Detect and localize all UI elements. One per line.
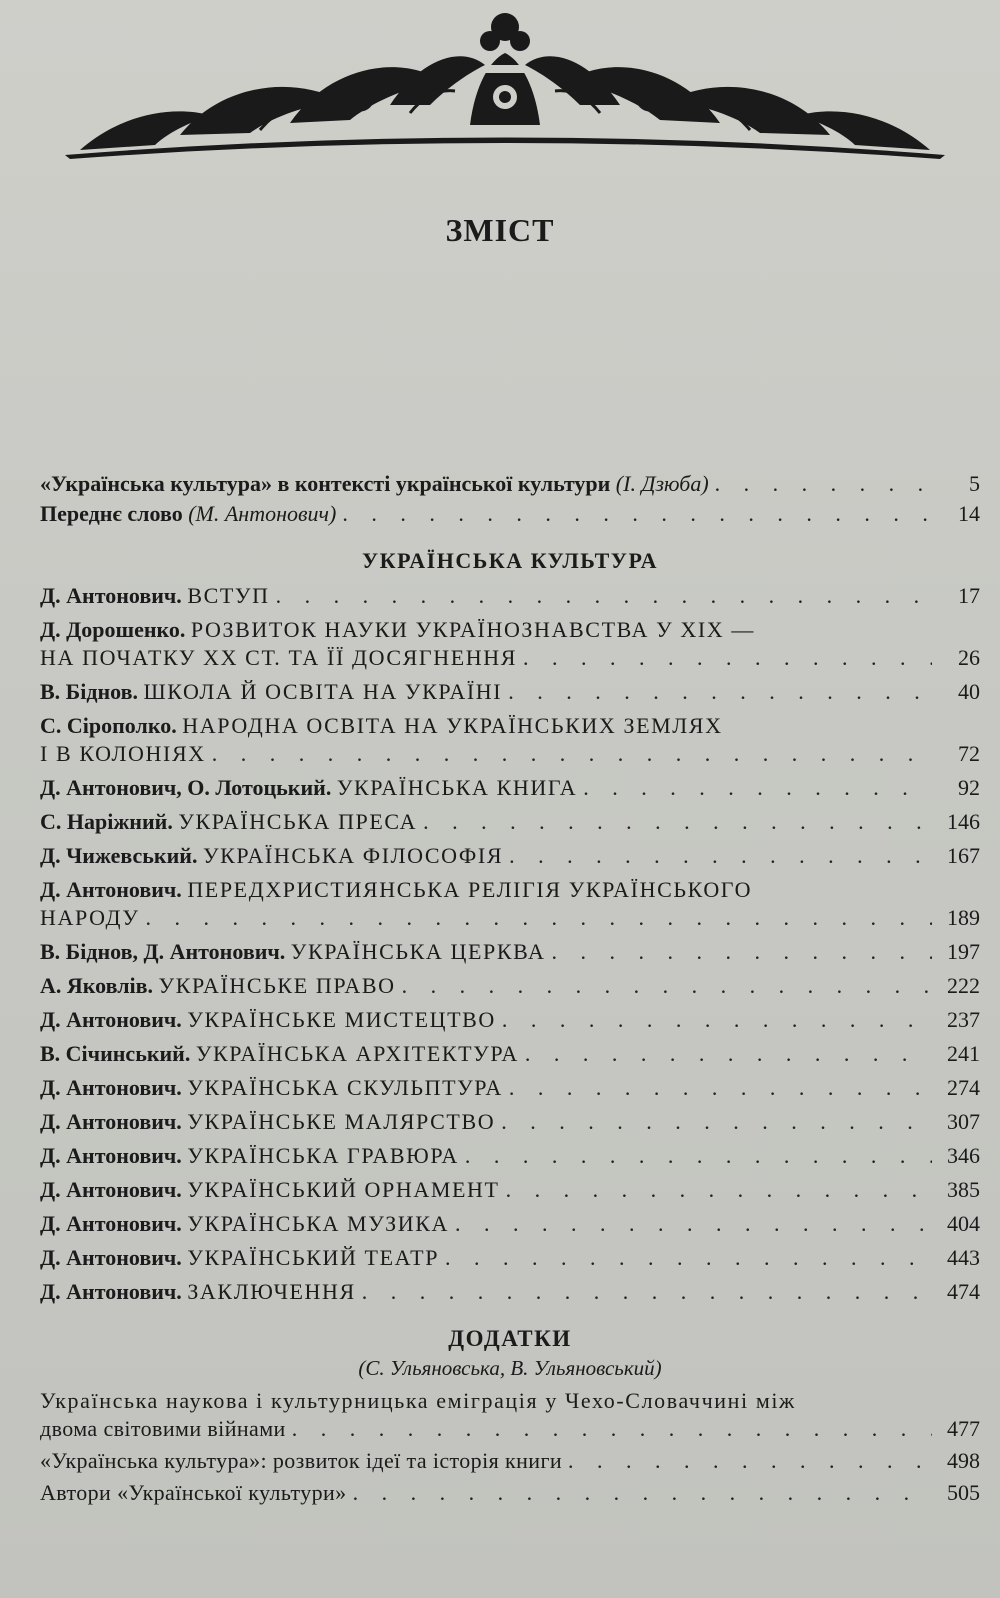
toc-entry: [40, 1447, 980, 1475]
leader-dots: [342, 500, 932, 528]
page-number: 197: [947, 939, 980, 964]
page-number: 307: [947, 1109, 980, 1134]
leader-dots: [508, 678, 932, 706]
leader-dots: [502, 1006, 932, 1034]
entry-title: ВСТУП: [187, 583, 270, 608]
section-heading: ДОДАТКИ: [448, 1326, 572, 1351]
leader-dots: [715, 470, 932, 498]
toc-entry: [40, 582, 980, 610]
entry-title: УКРАЇНСЬКА ГРАВЮРА: [187, 1143, 459, 1168]
entry-author: Д. Антонович.: [40, 1245, 182, 1270]
page-number: 241: [947, 1041, 980, 1066]
entry-title: УКРАЇНСЬКЕ МИСТЕЦТВО: [187, 1007, 496, 1032]
entry-title: Переднє слово: [40, 501, 183, 526]
toc-entry: [40, 712, 980, 768]
page-number: 26: [958, 645, 980, 670]
page-number: 385: [947, 1177, 980, 1202]
entry-title: Автори «Української культури»: [40, 1480, 347, 1505]
entry-title: УКРАЇНСЬКА СКУЛЬПТУРА: [187, 1075, 503, 1100]
entry-editor: (М. Антонович): [188, 501, 337, 526]
page-number: 474: [947, 1279, 980, 1304]
leader-dots: [552, 938, 932, 966]
entry-title-continued: НАРОДУ: [40, 905, 140, 930]
page-title: ЗМІСТ: [445, 212, 555, 248]
toc-entry: [40, 1176, 980, 1204]
entry-author: Д. Антонович.: [40, 1143, 182, 1168]
page-number: 146: [947, 809, 980, 834]
leader-dots: [583, 774, 932, 802]
page-number: 443: [947, 1245, 980, 1270]
leader-dots: [465, 1142, 932, 1170]
toc-entry: [40, 972, 980, 1000]
entry-title: Українська наукова і культурницька еміграція у Чехо-Словаччині між: [40, 1388, 796, 1413]
entry-title-continued: НА ПОЧАТКУ XX СТ. ТА ЇЇ ДОСЯГНЕННЯ: [40, 645, 517, 670]
toc-entry: [40, 1040, 980, 1068]
page-number: 346: [947, 1143, 980, 1168]
entry-author: В. Біднов, Д. Антонович.: [40, 939, 286, 964]
section-entries: [40, 1387, 980, 1507]
toc-entry: [40, 470, 980, 498]
page-number: 17: [958, 583, 980, 608]
page-number: 498: [947, 1448, 980, 1473]
entry-title: «Українська культура»: розвиток ідеї та історія книги: [40, 1448, 563, 1473]
leader-dots: [509, 842, 932, 870]
entry-author: Д. Антонович.: [40, 1109, 182, 1134]
toc-entry: [40, 842, 980, 870]
entry-title: УКРАЇНСЬКЕ ПРАВО: [158, 973, 396, 998]
entry-title: УКРАЇНСЬКА КНИГА: [336, 775, 578, 800]
entry-title: ЗАКЛЮЧЕННЯ: [187, 1279, 356, 1304]
leader-dots: [568, 1447, 932, 1475]
entry-title: УКРАЇНСЬКА ФІЛОСОФІЯ: [202, 843, 504, 868]
toc-entry: [40, 616, 980, 672]
entry-author: Д. Дорошенко.: [40, 617, 186, 642]
entry-author: В. Біднов.: [40, 679, 138, 704]
entry-author: Д. Антонович.: [40, 877, 182, 902]
entry-author: Д. Антонович.: [40, 583, 182, 608]
entry-title: НАРОДНА ОСВІТА НА УКРАЇНСЬКИХ ЗЕМЛЯХ: [182, 713, 723, 738]
leader-dots: [455, 1210, 932, 1238]
leader-dots: [445, 1244, 932, 1272]
section-subheading: (С. Ульяновська, В. Ульяновський): [358, 1356, 662, 1380]
section-entries: [40, 582, 980, 1306]
leader-dots: [402, 972, 932, 1000]
page-number: 14: [958, 501, 980, 526]
toc-entry: [40, 1006, 980, 1034]
page-number: 477: [947, 1416, 980, 1441]
page-number: 189: [947, 905, 980, 930]
leader-dots: [276, 582, 932, 610]
decorative-headpiece-ornament: [60, 5, 950, 165]
entry-author: Д. Антонович.: [40, 1007, 182, 1032]
entry-title: УКРАЇНСЬКА АРХІТЕКТУРА: [195, 1041, 519, 1066]
entry-author: Д. Антонович.: [40, 1211, 182, 1236]
entry-author: А. Яковлів.: [40, 973, 154, 998]
entry-title: УКРАЇНСЬКИЙ ТЕАТР: [187, 1245, 440, 1270]
page-number: 72: [958, 741, 980, 766]
toc-entry: [40, 678, 980, 706]
toc-entry: [40, 938, 980, 966]
section-heading: УКРАЇНСЬКА КУЛЬТУРА: [362, 548, 658, 573]
page-number: 5: [969, 471, 980, 496]
page-number: 237: [947, 1007, 980, 1032]
leader-dots: [146, 904, 932, 932]
toc-entry: [40, 774, 980, 802]
entry-title-continued: І В КОЛОНІЯХ: [40, 741, 206, 766]
entry-author: Д. Антонович.: [40, 1075, 182, 1100]
entry-title: УКРАЇНСЬКА ПРЕСА: [178, 809, 418, 834]
entry-author: Д. Антонович.: [40, 1279, 182, 1304]
leader-dots: [423, 808, 932, 836]
entry-title: РОЗВИТОК НАУКИ УКРАЇНОЗНАВСТВА У XIX —: [190, 617, 755, 642]
entry-title: УКРАЇНСЬКЕ МАЛЯРСТВО: [187, 1109, 496, 1134]
entry-title: УКРАЇНСЬКА ЦЕРКВА: [290, 939, 546, 964]
page-number: 404: [947, 1211, 980, 1236]
page-number: 505: [947, 1480, 980, 1505]
leader-dots: [509, 1074, 932, 1102]
toc-entry: [40, 1108, 980, 1136]
toc-entry: [40, 1210, 980, 1238]
leader-dots: [292, 1415, 932, 1443]
page-number: 167: [947, 843, 980, 868]
toc-entry: [40, 1278, 980, 1306]
entry-author: В. Січинський.: [40, 1041, 191, 1066]
page-number: 274: [947, 1075, 980, 1100]
page-number: 40: [958, 679, 980, 704]
entry-author: С. Сірополко.: [40, 713, 177, 738]
toc-entry: [40, 1387, 980, 1443]
page-number: 222: [947, 973, 980, 998]
toc-entry: [40, 1244, 980, 1272]
table-of-contents: [40, 470, 980, 1511]
page-number: 92: [958, 775, 980, 800]
toc-entry: [40, 876, 980, 932]
toc-entry: [40, 808, 980, 836]
entry-title: ПЕРЕДХРИСТИЯНСЬКА РЕЛІГІЯ УКРАЇНСЬКОГО: [187, 877, 753, 902]
toc-entry: [40, 500, 980, 528]
entry-editor: (І. Дзюба): [615, 471, 709, 496]
entry-title: «Українська культура» в контексті української культури: [40, 471, 611, 496]
entry-title: ШКОЛА Й ОСВІТА НА УКРАЇНІ: [143, 679, 503, 704]
leader-dots: [501, 1108, 932, 1136]
entry-title-continued: двома світовими війнами: [40, 1416, 286, 1441]
entry-author: Д. Антонович, О. Лотоцький.: [40, 775, 332, 800]
leader-dots: [353, 1479, 932, 1507]
toc-entry: [40, 1479, 980, 1507]
leader-dots: [212, 740, 932, 768]
leader-dots: [525, 1040, 932, 1068]
leader-dots: [362, 1278, 932, 1306]
entry-author: С. Наріжний.: [40, 809, 173, 834]
entry-title: УКРАЇНСЬКА МУЗИКА: [187, 1211, 449, 1236]
entry-author: Д. Чижевський.: [40, 843, 198, 868]
entry-title: УКРАЇНСЬКИЙ ОРНАМЕНТ: [187, 1177, 500, 1202]
toc-entry: [40, 1142, 980, 1170]
toc-entry: [40, 1074, 980, 1102]
leader-dots: [506, 1176, 932, 1204]
leader-dots: [523, 644, 932, 672]
entry-author: Д. Антонович.: [40, 1177, 182, 1202]
